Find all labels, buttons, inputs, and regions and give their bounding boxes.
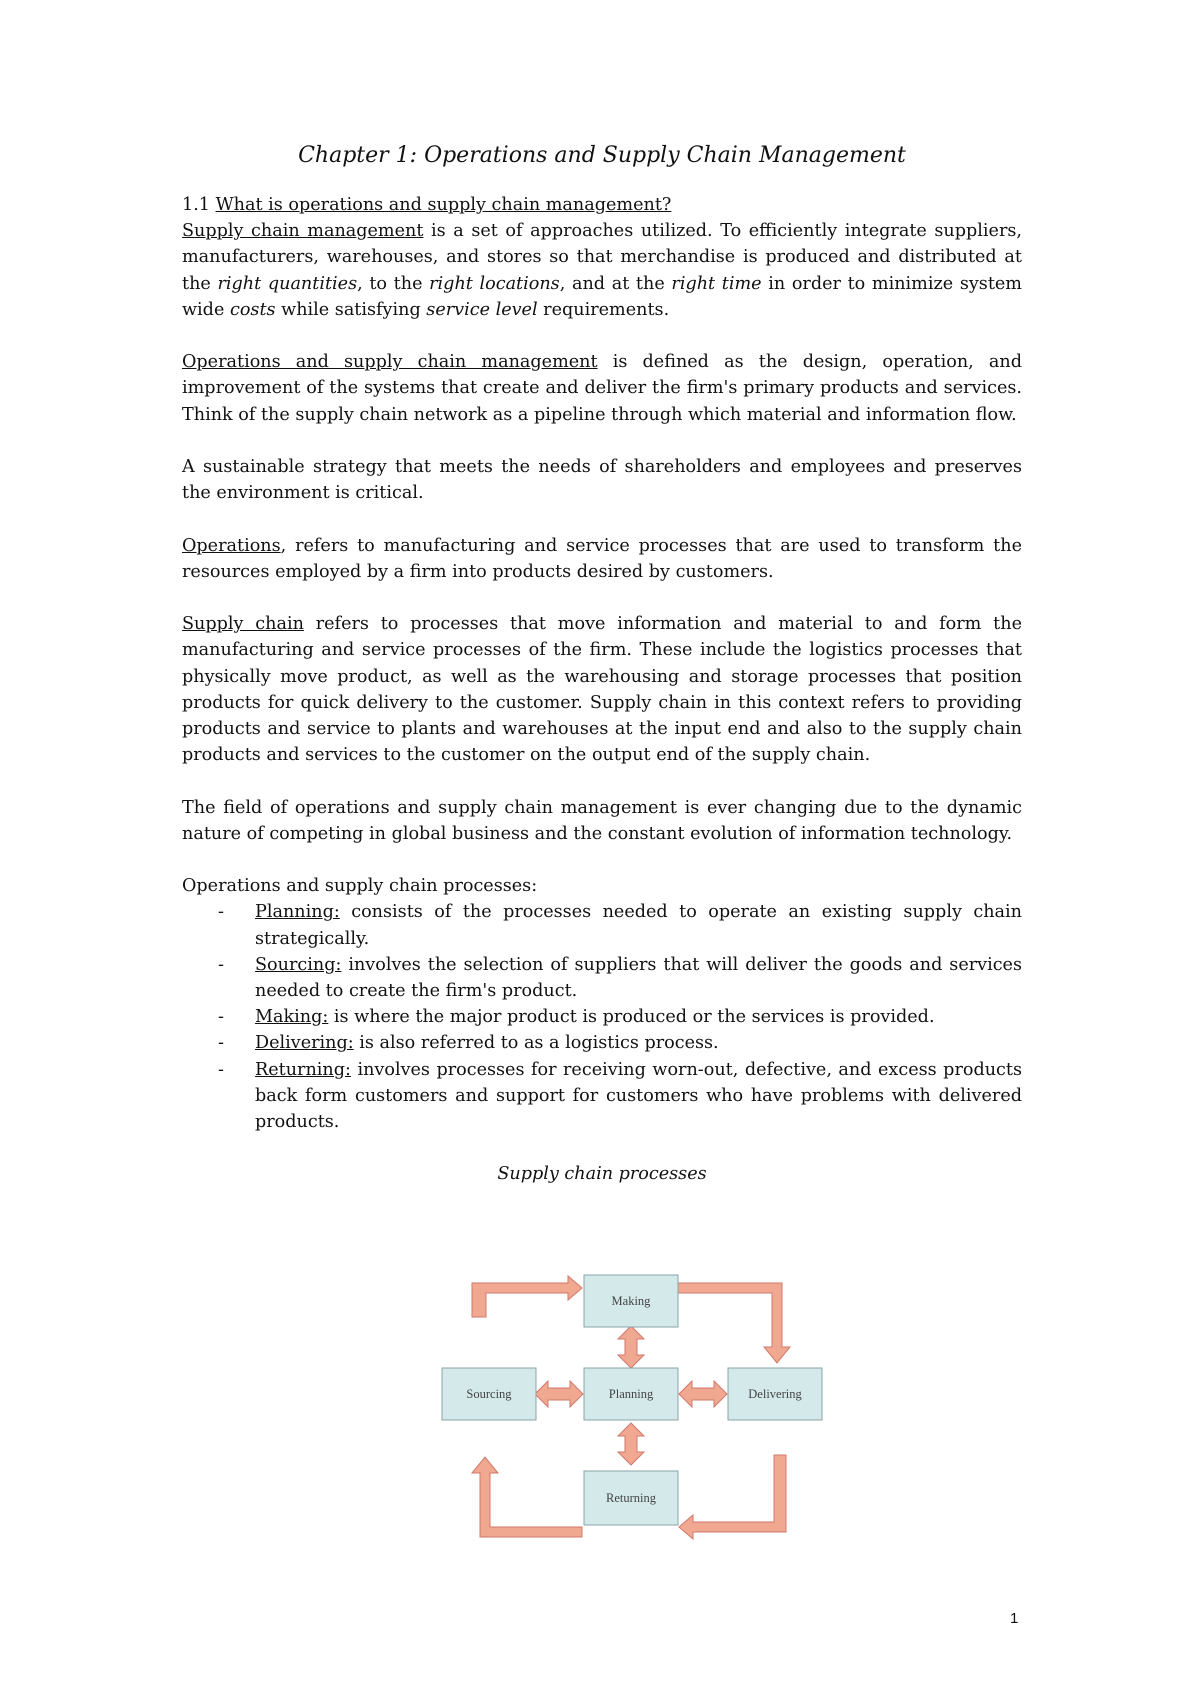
paragraph-sustainable-strategy: A sustainable strategy that meets the needs of shareholders and employees and preserves the environment is critical. [182,457,1022,504]
list-dash: - [218,1007,224,1028]
page-number: 1 [1010,1610,1019,1627]
arrow-sourcing-planning [535,1381,583,1407]
process-list [182,899,1022,1135]
list-item-making [182,1004,1022,1030]
node-label-delivering: Delivering [748,1387,802,1401]
paragraph-scm-definition [182,218,1022,323]
node-label-planning: Planning [608,1387,654,1401]
italic-run: right quantities [217,273,358,294]
paragraph-supply-chain [182,611,1022,768]
list-text: consists of the processes needed to operate an existing supply chain strategically. [255,902,1022,949]
list-item-planning [182,899,1022,951]
term-operations: Operations [182,535,281,556]
node-sourcing [442,1368,536,1420]
list-dash: - [218,902,224,923]
arrow-planning-making [618,1326,644,1368]
node-label-returning: Returning [606,1491,656,1505]
list-text: is where the major product is produced or the services is provided. [328,1007,935,1028]
arrow-planning-returning [618,1423,644,1465]
figure-caption: Supply chain processes [497,1164,707,1185]
list-dash: - [218,954,224,975]
text-run: refers to processes that move information and material to and form the manufacturing and service processes of the firm. These include the logistics processes that physically move product, as well as the warehousing and storage processes that position products for quick delivery to the customer. Supply chain in this context refers to providing products and service to plants and warehouses at the input end and also to the supply chain products and services to the customer on the output end of the supply chain. [182,614,1022,766]
chapter-title: Chapter 1: Operations and Supply Chain Management [298,143,906,168]
text-run: is a set of approaches utilized. To efficiently integrate suppliers, manufacturers, warehouses, and stores so that merchandise is produced and distributed at the [182,221,1022,294]
term-supply-chain: Supply chain [182,614,304,635]
text-run: , and at the [559,273,672,294]
node-planning [584,1368,678,1420]
paragraph-field-changing: The field of operations and supply chain management is ever changing due to the dynamic nature of competing in global business and the constant evolution of information technology. [182,797,1022,844]
term-oscm: Operations and supply chain management [182,352,598,373]
list-item-delivering [182,1030,1022,1056]
list-term: Delivering: [255,1033,354,1054]
node-making [584,1275,678,1327]
arrow-delivering-to-returning [679,1455,786,1539]
text-run: , to the [357,273,430,294]
text-run: while satisfying [275,299,427,320]
term-supply-chain-management: Supply chain management [182,221,424,242]
arrow-making-to-delivering [678,1283,790,1363]
node-returning [584,1471,678,1525]
italic-run: right locations [429,273,560,294]
list-term: Sourcing: [255,954,342,975]
supply-chain-diagram [441,1273,841,1553]
list-intro: Operations and supply chain processes: [182,876,538,897]
list-item-returning [182,1057,1022,1136]
list-dash: - [218,1033,224,1054]
paragraph-oscm-definition [182,349,1022,428]
arrow-planning-delivering [679,1381,727,1407]
section-heading [182,192,1022,218]
italic-run: right time [671,273,762,294]
list-item-sourcing [182,952,1022,1004]
list-text: involves processes for receiving worn-out, defective, and excess products back form customers and support for customers who have problems with delivered products. [255,1059,1022,1133]
list-term: Making: [255,1007,329,1028]
arrow-returning-to-sourcing [472,1457,582,1537]
section-number: 1.1 [182,195,216,215]
list-term: Returning: [255,1059,351,1080]
node-label-making: Making [611,1294,651,1308]
text-run: requirements. [537,299,670,320]
paragraph-operations [182,533,1022,585]
arrow-sourcing-to-making [472,1276,582,1317]
text-run: in order to minimize system wide [182,273,1022,320]
node-label-sourcing: Sourcing [466,1387,512,1401]
italic-run: costs [229,299,276,320]
text-run: is defined as the design, operation, and improvement of the systems that create and deliver the firm's primary products and services. Think of the supply chain network as a pipeline through which material and information flow. [182,352,1022,425]
text-run: , refers to manufacturing and service processes that are used to transform the resources employed by a firm into products desired by customers. [182,535,1022,582]
list-dash: - [218,1059,224,1080]
section-title: What is operations and supply chain management? [215,195,672,215]
list-text: involves the selection of suppliers that will deliver the goods and services needed to create the firm's product. [255,954,1022,1001]
italic-run: service level [426,299,538,320]
node-delivering [728,1368,822,1420]
list-text: is also referred to as a logistics process. [353,1033,719,1054]
list-term: Planning: [255,902,340,923]
page-content [182,142,1022,1187]
